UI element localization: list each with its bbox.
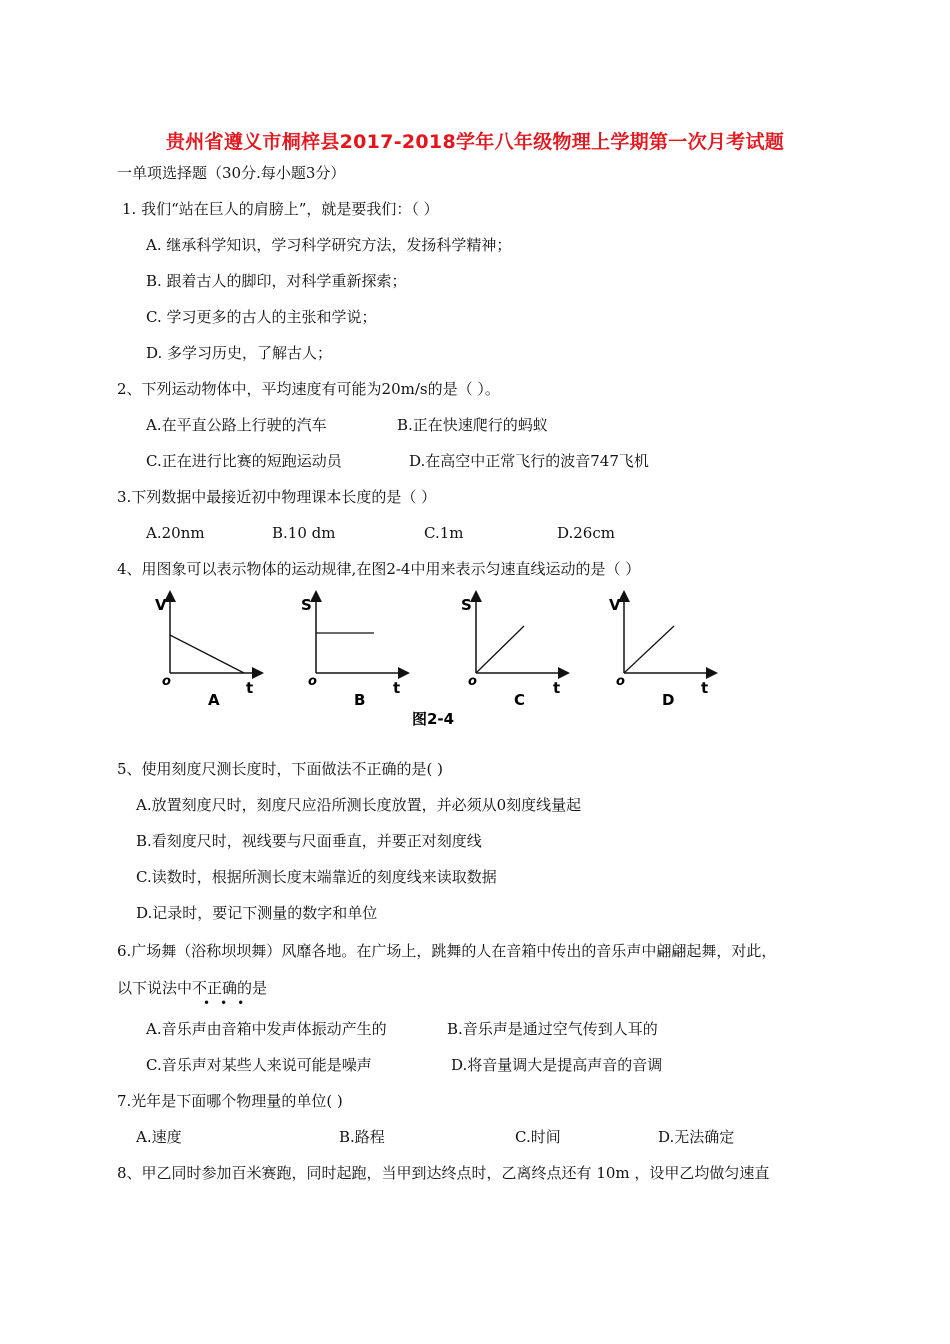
page-title: 贵州省遵义市桐梓县2017-2018学年八年级物理上学期第一次月考试题 <box>165 131 785 153</box>
q6-emphasis-dots: ••• <box>203 996 255 1010</box>
q7-stem: 7.光年是下面哪个物理量的单位( ) <box>117 1092 343 1110</box>
q8-stem: 8、甲乙同时参加百米赛跑，同时起跑，当甲到达终点时，乙离终点还有 10m ，设甲乙均做匀速直 <box>117 1164 770 1182</box>
q1-option-d: D. 多学习历史，了解古人； <box>146 344 333 362</box>
q6-option-c: C.音乐声对某些人来说可能是噪声 <box>146 1056 372 1074</box>
graph-a-label: A <box>208 691 220 709</box>
q5-stem: 5、使用刻度尺测长度时，下面做法不正确的是( ) <box>117 760 444 778</box>
q3-option-a: A.20nm <box>146 524 205 542</box>
graph-d-label: D <box>662 691 675 709</box>
q5-option-a: A.放置刻度尺时，刻度尺应沿所测长度放置，并必须从0刻度线量起 <box>136 796 582 814</box>
graph-c-label: C <box>514 691 526 709</box>
q2-option-a: A.在平直公路上行驶的汽车 <box>146 416 327 434</box>
q6-option-d: D.将音量调大是提高声音的音调 <box>451 1056 663 1074</box>
q6-option-b: B.音乐声是通过空气传到人耳的 <box>447 1020 658 1038</box>
q4-stem: 4、用图象可以表示物体的运动规律,在图2-4中用来表示匀速直线运动的是（ ） <box>117 560 641 578</box>
q7-option-a: A.速度 <box>136 1128 182 1146</box>
q7-option-d: D.无法确定 <box>658 1128 735 1146</box>
graph-b-y-label: S <box>301 596 312 614</box>
q5-option-c: C.读数时，根据所测长度末端靠近的刻度线来读取数据 <box>136 868 497 886</box>
graph-c <box>461 596 564 709</box>
q2-option-b: B.正在快速爬行的蚂蚁 <box>397 416 548 434</box>
q3-stem: 3.下列数据中最接近初中物理课本长度的是（ ） <box>117 488 437 506</box>
graph-b-origin: o <box>308 674 317 689</box>
q2-option-c: C.正在进行比赛的短跑运动员 <box>146 452 342 470</box>
graph-d <box>609 596 712 709</box>
q3-option-b: B.10 dm <box>272 524 336 542</box>
q6-option-a: A.音乐声由音箱中发声体振动产生的 <box>146 1020 387 1038</box>
graph-d-x-label: t <box>701 679 709 697</box>
graph-b <box>301 596 404 709</box>
q1-stem: 1. 我们“站在巨人的肩膀上”，就是要我们：（ ） <box>122 200 439 218</box>
q6-stem-line1: 6.广场舞（浴称坝坝舞）风靡各地。在广场上，跳舞的人在音箱中传出的音乐声中翩翩起舞，对此， <box>117 942 777 960</box>
q7-option-c: C.时间 <box>515 1128 561 1146</box>
q7-option-b: B.路程 <box>339 1128 385 1146</box>
q1-option-a: A. 继承科学知识，学习科学研究方法，发扬科学精神； <box>146 236 512 254</box>
figure-2-4 <box>140 588 740 738</box>
graph-d-y-label: V <box>609 596 621 614</box>
q5-option-b: B.看刻度尺时，视线要与尺面垂直，并要正对刻度线 <box>136 832 482 850</box>
graph-b-label: B <box>354 691 366 709</box>
graph-b-x-label: t <box>393 679 401 697</box>
q3-option-d: D.26cm <box>557 524 615 542</box>
q1-option-c: C. 学习更多的古人的主张和学说； <box>146 308 377 326</box>
q5-option-d: D.记录时，要记下测量的数字和单位 <box>136 904 378 922</box>
graph-c-origin: o <box>468 674 477 689</box>
graph-c-y-label: S <box>461 596 472 614</box>
graph-d-origin: o <box>616 674 625 689</box>
q1-option-b: B. 跟着古人的脚印，对科学重新探索； <box>146 272 407 290</box>
q3-option-c: C.1m <box>424 524 464 542</box>
graph-a-y-label: V <box>155 596 167 614</box>
q2-stem: 2、下列运动物体中，平均速度有可能为20m/s的是（ ）。 <box>117 380 500 398</box>
graph-a <box>155 596 258 709</box>
graph-a-x-label: t <box>246 679 254 697</box>
section-heading: 一单项选择题（30分.每小题3分） <box>117 164 346 182</box>
graph-a-origin: o <box>162 674 171 689</box>
figure-caption: 图2-4 <box>412 710 455 728</box>
graph-c-x-label: t <box>553 679 561 697</box>
q6-stem-line2: 以下说法中不正确的是 <box>117 979 268 997</box>
q2-option-d: D.在高空中正常飞行的波音747飞机 <box>409 452 649 470</box>
